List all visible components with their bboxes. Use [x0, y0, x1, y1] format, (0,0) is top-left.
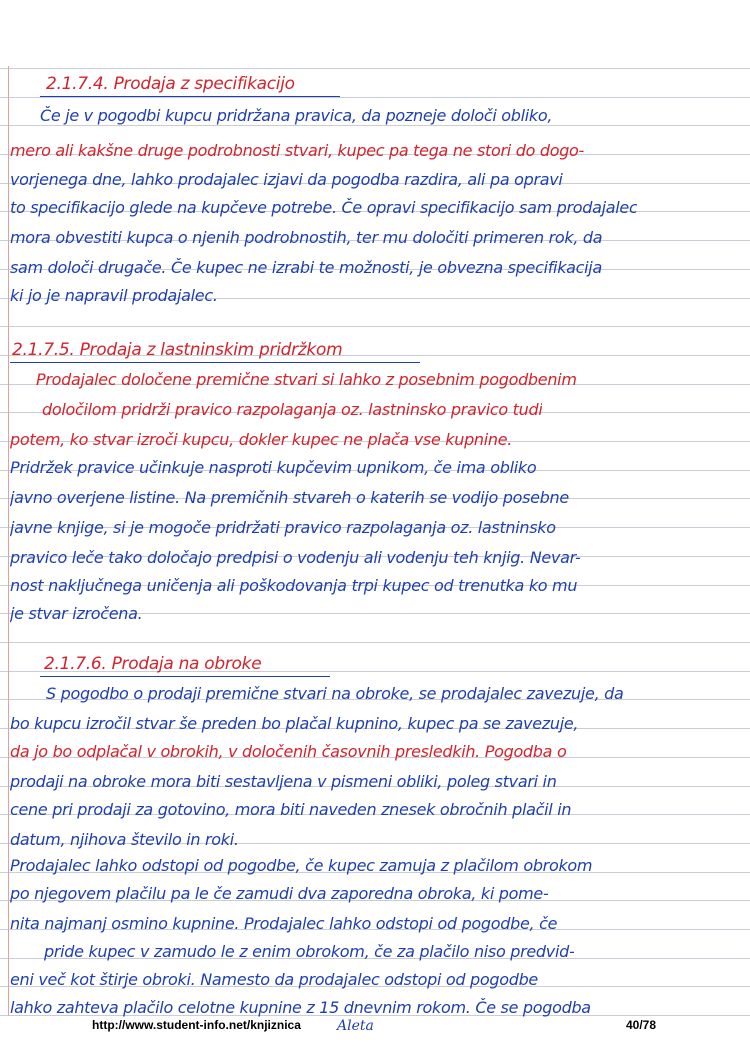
- text-line: nost naključnega uničenja ali poškodovanja trpi kupec od trenutka ko mu: [10, 576, 578, 595]
- text-line: javne knjige, si je mogoče pridržati pravico razpolaganja oz. lastninsko: [10, 518, 556, 537]
- ruled-line: [0, 326, 750, 327]
- text-line: je stvar izročena.: [10, 604, 143, 623]
- section-heading: 2.1.7.6. Prodaja na obroke: [44, 654, 262, 674]
- text-line: Pridržek pravice učinkuje nasproti kupčevim upnikom, če ima obliko: [10, 458, 537, 477]
- margin-line: [8, 66, 9, 1016]
- text-line: to specifikacijo glede na kupčeve potrebe. Če opravi specifikacijo sam prodajalec: [10, 198, 638, 217]
- handwritten-signature: Aleta: [337, 1018, 374, 1034]
- text-line: vorjenega dne, lahko prodajalec izjavi da pogodba razdira, ali pa opravi: [10, 170, 563, 189]
- text-line: prodaji na obroke mora biti sestavljena v pismeni obliki, poleg stvari in: [10, 772, 557, 791]
- text-line: nita najmanj osmino kupnine. Prodajalec lahko odstopi od pogodbe, če: [10, 914, 558, 933]
- text-line: javno overjene listine. Na premičnih stvareh o katerih se vodijo posebne: [10, 488, 569, 507]
- heading-underline: [40, 676, 330, 677]
- text-line: Prodajalec lahko odstopi od pogodbe, če kupec zamuja z plačilom obrokom: [10, 856, 593, 875]
- text-line: da jo bo odplačal v obrokih, v določenih časovnih presledkih. Pogodba o: [10, 742, 567, 761]
- ruled-line: [0, 97, 750, 98]
- text-line: pride kupec v zamudo le z enim obrokom, če za plačilo niso predvid-: [44, 942, 575, 961]
- text-line: sam določi drugače. Če kupec ne izrabi te možnosti, je obvezna specifikacija: [10, 258, 602, 277]
- text-line: datum, njihova število in roki.: [10, 830, 239, 849]
- text-line: po njegovem plačilu pa le če zamudi dva zaporedna obroka, ki pome-: [10, 884, 549, 903]
- heading-underline: [10, 362, 420, 363]
- text-line: cene pri prodaji za gotovino, mora biti naveden znesek obročnih plačil in: [10, 800, 572, 819]
- text-line: ki jo je napravil prodajalec.: [10, 286, 218, 305]
- section-heading: 2.1.7.4. Prodaja z specifikacijo: [46, 74, 295, 94]
- text-line: mero ali kakšne druge podrobnosti stvari, kupec pa tega ne stori do dogo-: [10, 141, 585, 160]
- text-line: potem, ko stvar izroči kupcu, dokler kupec ne plača vse kupnine.: [10, 430, 513, 449]
- footer-url[interactable]: http://www.student-info.net/knjiznica: [92, 1018, 301, 1032]
- ruled-line: [0, 68, 750, 69]
- heading-underline: [40, 96, 340, 97]
- text-line: S pogodbo o prodaji premične stvari na obroke, se prodajalec zavezuje, da: [46, 684, 624, 703]
- text-line: Prodajalec določene premične stvari si lahko z posebnim pogodbenim: [36, 370, 577, 389]
- text-line: Če je v pogodbi kupcu pridržana pravica, da pozneje določi obliko,: [40, 106, 553, 125]
- page-number: 40/78: [626, 1018, 657, 1032]
- ruled-line: [0, 642, 750, 643]
- text-line: določilom pridrži pravico razpolaganja oz. lastninsko pravico tudi: [42, 400, 543, 419]
- text-line: mora obvestiti kupca o njenih podrobnostih, ter mu določiti primeren rok, da: [10, 228, 603, 247]
- text-line: bo kupcu izročil stvar še preden bo plačal kupnino, kupec pa se zavezuje,: [10, 714, 579, 733]
- text-line: lahko zahteva plačilo celotne kupnine z 15 dnevnim rokom. Če se pogodba: [10, 998, 591, 1017]
- text-line: pravico leče tako določajo predpisi o vodenju ali vodenju teh knjig. Nevar-: [10, 548, 581, 567]
- text-line: eni več kot štirje obroki. Namesto da prodajalec odstopi od pogodbe: [10, 970, 538, 989]
- section-heading: 2.1.7.5. Prodaja z lastninskim pridržkom: [12, 340, 343, 360]
